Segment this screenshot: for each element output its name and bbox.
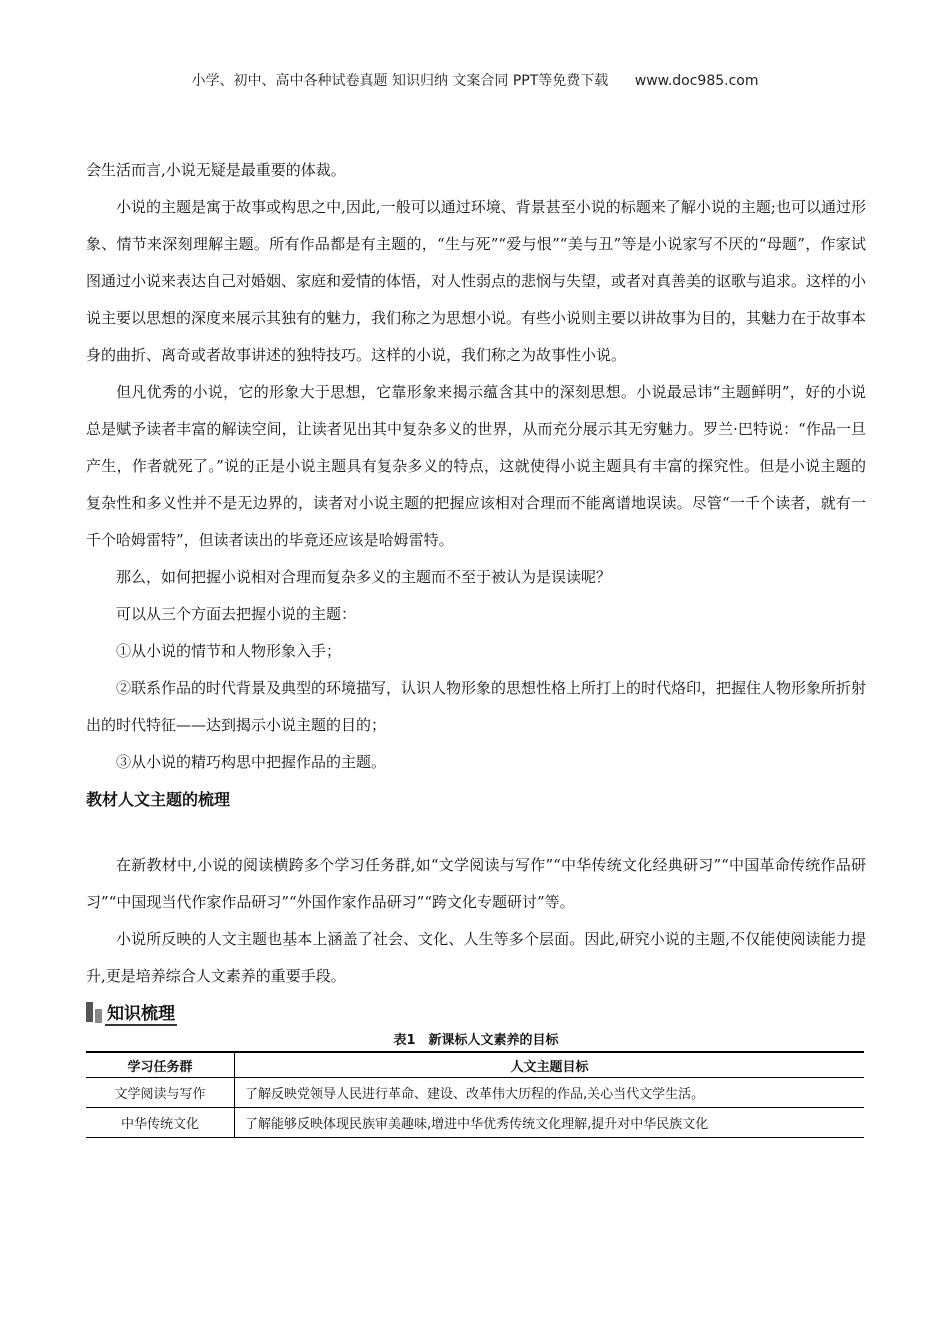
knowledge-heading (86, 999, 866, 1025)
table-cell: 文学阅读与写作 (86, 1078, 235, 1108)
document-body (86, 152, 866, 1138)
heading-box-icon (95, 1009, 102, 1023)
paragraph: 那么，如何把握小说相对合理而复杂多义的主题而不至于被认为是误读呢？ (116, 568, 612, 586)
table-row (86, 1108, 864, 1138)
table-caption: 表1 新课标人文素养的目标 (393, 1033, 559, 1048)
table-header-cell: 学习任务群 (86, 1052, 235, 1078)
paragraph: 但凡优秀的小说，它的形象大于思想，它靠形象来揭示蕴含其中的深刻思想。小说最忌讳“主题鲜明”，好的小说总是赋予读者丰富的解读空间，让读者见出其中复杂多义的世界，从而充分展示其无穷魅力。罗兰·巴特说：“作品一旦产生，作者就死了。”说的正是小说主题具有复杂多义的特点，这就使得小说主题具有丰富的探究性。但是小说主题的复杂性和多义性并不是无边界的，读者对小说主题的把握应该相对合理而不能离谱地误读。尽管“一千个读者，就有一千个哈姆雷特”，但读者读出的毕竟还应该是哈姆雷特。 (86, 383, 866, 549)
paragraph: 小说的主题是寓于故事或构思之中,因此,一般可以通过环境、背景甚至小说的标题来了解小说的主题;也可以通过形象、情节来深刻理解主题。所有作品都是有主题的，“生与死”“爱与恨”“美与丑”等是小说家写不厌的“母题”，作家试图通过小说来表达自己对婚姻、家庭和爱情的体悟，对人性弱点的悲悯与失望，或者对真善美的讴歌与追求。这样的小说主要以思想的深度来展示其独有的魅力，我们称之为思想小说。有些小说则主要以讲故事为目的，其魅力在于故事本身的曲折、离奇或者故事讲述的独特技巧。这样的小说，我们称之为故事性小说。 (86, 198, 867, 364)
knowledge-title: 知识梳理 (105, 999, 177, 1026)
table-header-row (86, 1052, 864, 1078)
table-cell: 了解反映党领导人民进行革命、建设、改革伟大历程的作品,关心当代文学生活。 (235, 1078, 865, 1108)
section-title: 教材人文主题的梳理 (86, 790, 231, 809)
list-item: ②联系作品的时代背景及典型的环境描写，认识人物形象的思想性格上所打上的时代烙印，把握住人物形象所折射出的时代特征——达到揭示小说主题的目的； (86, 679, 867, 734)
header-text: 小学、初中、高中各种试卷真题 知识归纳 文案合同 PPT等免费下载 (191, 73, 609, 89)
table-cell: 了解能够反映体现民族审美趣味,增进中华优秀传统文化理解,提升对中华民族文化 (235, 1108, 865, 1138)
heading-bar-icon (86, 1002, 93, 1022)
table-header-cell: 人文主题目标 (510, 1059, 589, 1075)
paragraph: 在新教材中,小说的阅读横跨多个学习任务群,如“文学阅读与写作”“中华传统文化经典研习”“中国革命传统作品研习”“中国现当代作家作品研习”“外国作家作品研习”“跨文化专题研讨”等。 (86, 856, 866, 911)
page-header (0, 70, 950, 90)
list-item: ③从小说的精巧构思中把握作品的主题。 (116, 753, 387, 771)
list-item: ①从小说的情节和人物形象入手； (116, 642, 342, 660)
paragraph: 会生活而言,小说无疑是最重要的体裁。 (86, 161, 346, 179)
table-row (86, 1078, 864, 1108)
header-url[interactable]: www.doc985.com (634, 73, 759, 89)
paragraph: 小说所反映的人文主题也基本上涵盖了社会、文化、人生等多个层面。因此,研究小说的主题,不仅能使阅读能力提升,更是培养综合人文素养的重要手段。 (86, 930, 866, 985)
paragraph: 可以从三个方面去把握小说的主题： (116, 605, 357, 623)
goals-table (86, 1051, 864, 1138)
table-cell: 中华传统文化 (86, 1108, 235, 1138)
